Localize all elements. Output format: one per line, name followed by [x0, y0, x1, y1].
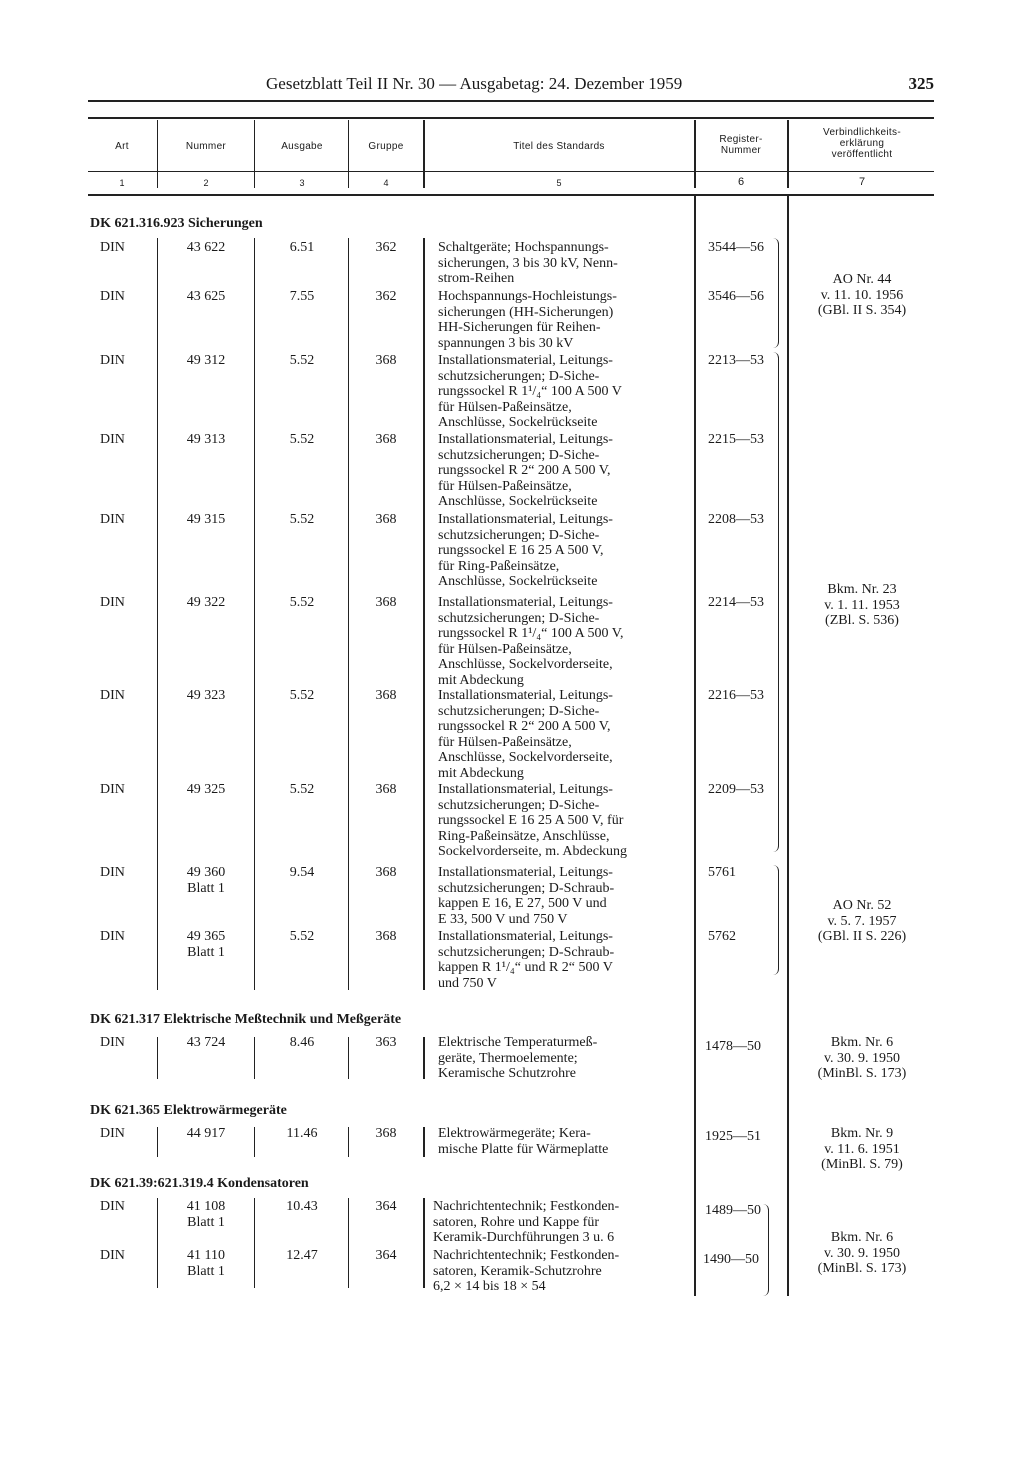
table-cell-gruppe: 368 [375, 432, 397, 447]
table-cell-titel: Installationsmaterial, Leitungs- schutzsicherungen; D-Siche- rungssockel R 2“ 200 A 500 V, für Hülsen-Paßeinsätze, Anschlüsse, Sockelvorderseite, mit Abdeckung [438, 688, 613, 781]
table-cell-gruppe: 368 [375, 865, 397, 880]
table-cell-ausgabe: 5.52 [289, 595, 315, 610]
table-cell-titel: Installationsmaterial, Leitungs- schutzsicherungen; D-Siche- rungssockel R 2“ 200 A 500 V, für Hülsen-Paßeinsätze, Anschlüsse, Sockelrückseite [438, 432, 613, 509]
table-cell-register: 2214—53 [708, 595, 764, 610]
header-title: Gesetzblatt Teil II Nr. 30 — Ausgabetag: 24. Dezember 1959 [266, 74, 683, 93]
column-number-4: 4 [383, 178, 389, 188]
table-cell-titel: Installationsmaterial, Leitungs- schutzsicherungen; D-Siche- rungssockel E 16 25 A 500 V, für Ring-Paßeinsätze, Anschlüsse, Sockelrückseite [438, 512, 613, 589]
column-header-gruppe: Gruppe [368, 141, 404, 152]
table-cell-gruppe: 368 [375, 688, 397, 703]
table-cell-ausgabe: 6.51 [289, 240, 315, 255]
table-cell-gruppe: 368 [375, 512, 397, 527]
verbindlichkeit-note: AO Nr. 52 v. 5. 7. 1957 (GBl. II S. 226) [817, 898, 907, 944]
column-number-2: 2 [203, 178, 209, 188]
head-sep-6 [787, 120, 789, 188]
row-sep [157, 1127, 158, 1157]
table-top-rule [88, 117, 934, 119]
table-cell-register: 2209—53 [708, 782, 764, 797]
table-cell-nummer: 41 108 Blatt 1 [186, 1199, 226, 1230]
table-cell-art: DIN [100, 1035, 125, 1050]
table-cell-nummer: 49 312 [186, 353, 226, 368]
row-sep [348, 238, 349, 990]
head-sep-1 [157, 120, 158, 188]
table-cell-ausgabe: 5.52 [289, 782, 315, 797]
row-sep [423, 1127, 425, 1157]
register-brace [763, 1204, 769, 1296]
section-title: DK 621.365 Elektrowärmegeräte [90, 1103, 287, 1118]
table-cell-art: DIN [100, 240, 125, 255]
table-cell-titel: Elektrische Temperaturmeß- geräte, Thermoelemente; Keramische Schutzrohre [438, 1035, 598, 1081]
body-sep-register-left [694, 196, 696, 1296]
table-cell-nummer: 49 315 [186, 512, 226, 527]
column-header-nummer: Nummer [185, 141, 227, 152]
section-title: DK 621.39:621.319.4 Kondensatoren [90, 1176, 309, 1191]
table-cell-titel: Elektrowärmegeräte; Kera- mische Platte für Wärmeplatte [438, 1126, 609, 1157]
table-cell-art: DIN [100, 1126, 125, 1141]
row-sep [254, 1198, 255, 1288]
column-number-6: 6 [737, 176, 745, 188]
column-number-5: 5 [556, 178, 562, 188]
table-cell-ausgabe: 5.52 [289, 929, 315, 944]
table-cell-art: DIN [100, 1248, 125, 1263]
head-sep-2 [254, 120, 255, 188]
section-title: DK 621.317 Elektrische Meßtechnik und Meßgeräte [90, 1012, 402, 1027]
table-cell-ausgabe: 11.46 [286, 1126, 318, 1141]
table-cell-ausgabe: 10.43 [286, 1199, 318, 1214]
row-sep [423, 238, 425, 990]
table-cell-art: DIN [100, 289, 125, 304]
table-cell-register: 3546—56 [708, 289, 764, 304]
table-cell-nummer: 49 323 [186, 688, 226, 703]
row-sep [348, 1037, 349, 1079]
verbindlichkeit-note: Bkm. Nr. 6 v. 30. 9. 1950 (MinBl. S. 173) [817, 1230, 907, 1276]
table-cell-titel: Installationsmaterial, Leitungs- schutzsicherungen; D-Siche- rungssockel R 1¹/₄“ 100 A 500 V, für Hülsen-Paßeinsätze, Anschlüsse, Sockelvorderseite, mit Abdeckung [438, 595, 624, 688]
row-sep [157, 238, 158, 990]
table-cell-art: DIN [100, 595, 125, 610]
head-sep-4 [423, 120, 425, 188]
table-cell-register: 2208—53 [708, 512, 764, 527]
table-cell-ausgabe: 8.46 [289, 1035, 315, 1050]
head-sep-5 [694, 120, 696, 188]
table-cell-ausgabe: 5.52 [289, 688, 315, 703]
table-cell-register: 3544—56 [708, 240, 764, 255]
column-number-7: 7 [858, 176, 866, 188]
row-sep [423, 1198, 425, 1288]
table-cell-nummer: 41 110 Blatt 1 [187, 1248, 225, 1279]
table-cell-titel: Schaltgeräte; Hochspannungs- sicherungen, 3 bis 30 kV, Nenn- strom-Reihen [438, 240, 618, 286]
table-cell-ausgabe: 9.54 [289, 865, 315, 880]
page-header [88, 74, 934, 100]
table-cell-nummer: 49 325 [186, 782, 226, 797]
table-cell-gruppe: 368 [375, 1126, 397, 1141]
row-sep [254, 1127, 255, 1157]
table-cell-titel: Hochspannungs-Hochleistungs- sicherungen (HH-Sicherungen) HH-Sicherungen für Reihen- spannungen 3 bis 30 kV [438, 289, 617, 351]
row-sep [254, 1037, 255, 1079]
table-cell-gruppe: 362 [375, 240, 397, 255]
register-brace [773, 352, 779, 852]
table-cell-gruppe: 362 [375, 289, 397, 304]
table-cell-nummer: 43 724 [186, 1035, 226, 1050]
register-brace [773, 238, 779, 348]
table-cell-register: 1925—51 [705, 1129, 761, 1144]
table-cell-nummer: 49 360 Blatt 1 [186, 865, 226, 896]
table-cell-ausgabe: 12.47 [286, 1248, 318, 1263]
table-cell-gruppe: 364 [375, 1248, 397, 1263]
table-cell-register: 2215—53 [708, 432, 764, 447]
table-cell-gruppe: 364 [375, 1199, 397, 1214]
table-cell-art: DIN [100, 929, 125, 944]
table-cell-register: 1478—50 [705, 1039, 761, 1054]
column-header-ausgabe: Ausgabe [281, 141, 323, 152]
table-cell-register: 5761 [708, 865, 736, 880]
table-cell-art: DIN [100, 353, 125, 368]
table-cell-nummer: 43 622 [186, 240, 226, 255]
table-cell-art: DIN [100, 865, 125, 880]
head-sep-3 [348, 120, 349, 188]
section-title: DK 621.316.923 Sicherungen [90, 216, 263, 231]
table-cell-gruppe: 363 [375, 1035, 397, 1050]
table-cell-art: DIN [100, 688, 125, 703]
column-header-art: Art [115, 141, 129, 152]
page-number: 325 [908, 74, 934, 93]
table-cell-register: 1490—50 [703, 1252, 759, 1267]
table-cell-titel: Installationsmaterial, Leitungs- schutzsicherungen; D-Siche- rungssockel R 1¹/₄“ 100 A 500 V für Hülsen-Paßeinsätze, Anschlüsse, Sockelrückseite [438, 353, 622, 430]
column-header-verbindlichkeit: Verbindlichkeits- erklärung veröffentlicht [823, 127, 901, 160]
table-cell-titel: Installationsmaterial, Leitungs- schutzsicherungen; D-Schraub- kappen E 16, E 27, 500 V und E 33, 500 V und 750 V [438, 865, 615, 927]
column-header-titel: Titel des Standards [513, 141, 605, 152]
table-cell-nummer: 44 917 [186, 1126, 226, 1141]
table-cell-nummer: 43 625 [186, 289, 226, 304]
verbindlichkeit-note: AO Nr. 44 v. 11. 10. 1956 (GBl. II S. 354) [817, 272, 907, 318]
table-cell-ausgabe: 5.52 [289, 512, 315, 527]
table-cell-ausgabe: 7.55 [289, 289, 315, 304]
table-cell-gruppe: 368 [375, 353, 397, 368]
table-cell-titel: Installationsmaterial, Leitungs- schutzsicherungen; D-Schraub- kappen R 1¹/₄“ und R 2“ 500 V und 750 V [438, 929, 615, 991]
table-cell-art: DIN [100, 1199, 125, 1214]
table-cell-art: DIN [100, 432, 125, 447]
table-cell-nummer: 49 313 [186, 432, 226, 447]
body-sep-register-right [787, 196, 789, 1296]
table-cell-gruppe: 368 [375, 782, 397, 797]
column-header-register: Register- Nummer [719, 134, 763, 156]
table-cell-art: DIN [100, 512, 125, 527]
table-cell-ausgabe: 5.52 [289, 353, 315, 368]
table-cell-titel: Installationsmaterial, Leitungs- schutzsicherungen; D-Siche- rungssockel E 16 25 A 500 V, für Ring-Paßeinsätze, Anschlüsse, Sockelvorderseite, m. Abdeckung [438, 782, 627, 859]
table-cell-gruppe: 368 [375, 595, 397, 610]
row-sep [157, 1037, 158, 1079]
column-number-3: 3 [299, 178, 305, 188]
table-cell-ausgabe: 5.52 [289, 432, 315, 447]
row-sep [254, 238, 255, 990]
table-cell-titel: Nachrichtentechnik; Festkonden- satoren, Keramik-Schutzrohre 6,2 × 14 bis 18 × 54 [433, 1248, 620, 1294]
row-sep [157, 1198, 158, 1288]
table-head-bottom-rule [88, 194, 934, 196]
table-cell-register: 2216—53 [708, 688, 764, 703]
table-cell-nummer: 49 322 [186, 595, 226, 610]
column-number-rule [88, 171, 934, 172]
verbindlichkeit-note: Bkm. Nr. 6 v. 30. 9. 1950 (MinBl. S. 173) [817, 1035, 907, 1081]
row-sep [348, 1198, 349, 1288]
table-cell-register: 1489—50 [705, 1203, 761, 1218]
table-cell-nummer: 49 365 Blatt 1 [186, 929, 226, 960]
table-cell-art: DIN [100, 782, 125, 797]
register-brace [773, 865, 779, 975]
column-number-1: 1 [119, 178, 125, 188]
row-sep [348, 1127, 349, 1157]
table-cell-gruppe: 368 [375, 929, 397, 944]
header-rule [88, 100, 934, 102]
table-cell-titel: Nachrichtentechnik; Festkonden- satoren, Rohre und Kappe für Keramik-Durchführungen 3 u. 6 [433, 1199, 620, 1245]
verbindlichkeit-note: Bkm. Nr. 9 v. 11. 6. 1951 (MinBl. S. 79) [821, 1126, 903, 1172]
table-cell-register: 2213—53 [708, 353, 764, 368]
table-cell-register: 5762 [708, 929, 736, 944]
row-sep [423, 1037, 425, 1079]
verbindlichkeit-note: Bkm. Nr. 23 v. 1. 11. 1953 (ZBl. S. 536) [824, 582, 900, 628]
